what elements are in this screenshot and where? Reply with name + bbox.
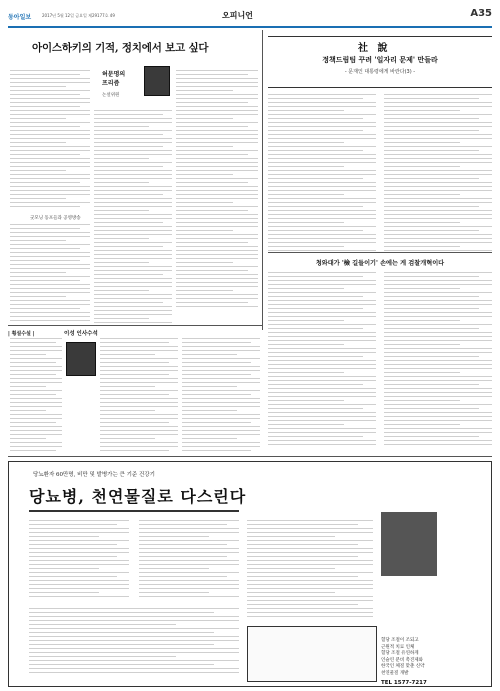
ad-feature-line: 근원적 치료 인체 bbox=[381, 644, 415, 650]
author-photo bbox=[144, 66, 170, 96]
ad-feature-line: 한국인 체질 맞춘 신약 bbox=[381, 664, 425, 669]
editorial2-body-col1 bbox=[268, 272, 376, 452]
issue-date: 2017년 5월 12일 금요일 제29177호 49 bbox=[42, 13, 115, 18]
ad-body-col4 bbox=[29, 608, 239, 680]
ad-feature-line: 혈당 조절 유연하게 bbox=[381, 651, 419, 656]
ad-title-underline bbox=[29, 510, 239, 512]
editorial2-body-col2 bbox=[384, 272, 492, 452]
ad-feature-list bbox=[381, 638, 483, 686]
column-tag: | 횡설수설 | bbox=[8, 331, 35, 337]
ad-phone-number[interactable]: TEL 1577-7217 bbox=[381, 680, 427, 686]
editorial-mark: 社 說 bbox=[358, 43, 391, 54]
author-name: 허문명의 프리즘 bbox=[102, 71, 126, 87]
editorial-subtitle: - 문재인 대통령에게 바란다(3) - bbox=[344, 69, 416, 75]
column-divider bbox=[262, 30, 263, 330]
column-body-col1 bbox=[10, 338, 62, 456]
advertisement[interactable] bbox=[8, 461, 492, 687]
ad-info-box bbox=[247, 626, 377, 682]
newspaper-logo: 동아일보 bbox=[8, 14, 32, 21]
editorial-body-col2 bbox=[384, 94, 492, 254]
article-body-col1 bbox=[10, 70, 90, 210]
ad-body-col3 bbox=[247, 520, 373, 620]
article-body-col2 bbox=[94, 110, 172, 325]
article-title: 아이스하키의 기적, 정치에서 보고 싶다 bbox=[32, 42, 209, 54]
ad-title: 당뇨병, 천연물질로 다스린다 bbox=[29, 487, 247, 506]
ad-feature-line: 혈당 조절이 조되고 bbox=[381, 638, 419, 643]
page-header bbox=[8, 6, 492, 28]
article-body-col3 bbox=[176, 70, 258, 325]
author-role: 논설위원 bbox=[102, 93, 120, 98]
editorial-title: 정책드림팀 꾸려 '일자리 문제' 만들라 bbox=[322, 55, 438, 64]
column-photo bbox=[66, 342, 96, 376]
ad-feature-line: 인슐린 분비 촉진제와 bbox=[381, 657, 423, 663]
page-number: A35 bbox=[470, 8, 492, 19]
column-name: 이성 인사수석 bbox=[64, 331, 98, 337]
editorial-header bbox=[268, 36, 492, 88]
editorial-divider bbox=[268, 252, 492, 253]
article-subheading: 굿모닝 동포들과 공영방송 bbox=[30, 216, 81, 221]
ad-feature-line: 천연물질 개발 bbox=[381, 670, 409, 676]
article-body-col1b bbox=[10, 224, 90, 324]
ad-kicker: 당뇨환자 60만명, 비만 및 발병가는 큰 기준 건강기 bbox=[33, 472, 155, 478]
ad-divider bbox=[8, 456, 492, 457]
editorial2-title: 청와대가 '檢 길들이기' 손에는 게 검찰개혁이다 bbox=[315, 260, 445, 267]
section-title: 오피니언 bbox=[222, 11, 253, 20]
column-divider-top bbox=[8, 325, 262, 326]
ad-portrait-photo bbox=[381, 512, 437, 576]
ad-body-col1 bbox=[29, 520, 129, 600]
ad-body-col2 bbox=[139, 520, 239, 600]
editorial-body-col1 bbox=[268, 94, 376, 254]
column-body-col3 bbox=[182, 338, 260, 456]
column-body-col2 bbox=[100, 338, 178, 456]
